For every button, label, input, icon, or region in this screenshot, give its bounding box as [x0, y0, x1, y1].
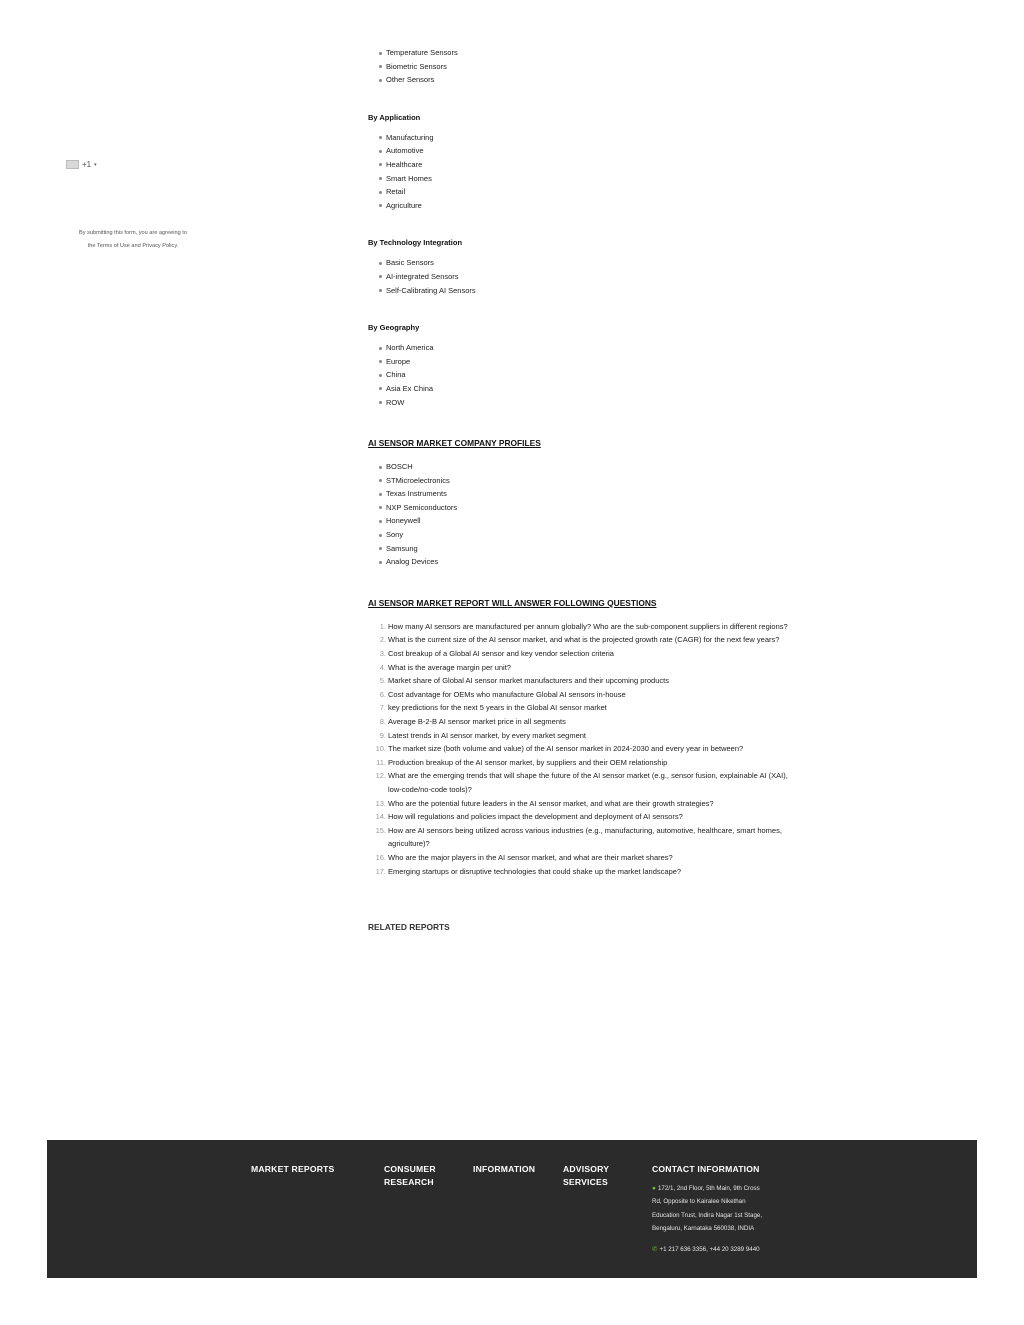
list-item: North America [386, 341, 788, 355]
question-number: 17. [375, 866, 386, 876]
list-item: BOSCH [386, 460, 788, 474]
question-number: 9. [379, 730, 386, 740]
list-item: Healthcare [386, 158, 788, 172]
geography-heading: By Geography [368, 323, 420, 333]
phone-country-selector[interactable] [66, 160, 97, 169]
address-line-1: 172/1, 2nd Floor, 5th Main, 9th Cross [657, 1185, 760, 1192]
footer-advisory-label-2: SERVICES [563, 1176, 608, 1187]
question-text: Who are the major players in the AI sensor market, and what are their market shares? [388, 852, 673, 862]
list-item [368, 715, 788, 729]
footer-phone-text: +1 217 636 3356, +44 20 3289 9440 [659, 1246, 760, 1253]
list-item: ROW [386, 396, 788, 410]
list-item [368, 674, 788, 688]
flag-icon [66, 160, 79, 169]
phone-country-code: +1 [82, 160, 92, 169]
footer-advisory-label-1: ADVISORY [563, 1164, 610, 1174]
list-item: China [386, 368, 788, 382]
question-text: What is the average margin per unit? [388, 662, 511, 672]
list-item [368, 620, 788, 634]
question-text: Emerging startups or disruptive technologies that could shake up the market landscape? [388, 866, 682, 876]
list-item [368, 865, 788, 879]
list-item: Retail [386, 185, 788, 199]
question-number: 13. [375, 798, 386, 808]
questions-heading: AI SENSOR MARKET REPORT WILL ANSWER FOLLOWING QUESTIONS [368, 597, 657, 608]
footer-consumer-label-1: CONSUMER [384, 1164, 436, 1174]
list-item [368, 729, 788, 743]
footer-contact-heading [652, 1163, 760, 1176]
geography-segment-list [368, 341, 788, 409]
question-number: 5. [379, 676, 386, 686]
form-consent-text [68, 227, 198, 253]
list-item: Temperature Sensors [386, 46, 788, 60]
question-number: 14. [375, 812, 386, 822]
question-number: 11. [376, 757, 386, 767]
site-footer [47, 1140, 977, 1278]
question-text: What are the emerging trends that will shape the future of the AI sensor market (e.g., sensor fusion, explainable AI (XAI), low-code/no-code tools)? [388, 771, 788, 794]
question-number: 8. [379, 717, 386, 726]
questions-list [368, 620, 788, 878]
list-item: Self-Calibrating AI Sensors [386, 284, 788, 298]
question-text: Average B-2-B AI sensor market price in all segments [388, 717, 566, 726]
footer-contact-label: CONTACT INFORMATION [652, 1164, 760, 1174]
question-text: The market size (both volume and value) of the AI sensor market in 2024-2030 and every year in between? [388, 744, 744, 754]
company-profiles-list [368, 460, 788, 569]
question-text: key predictions for the next 5 years in the Global AI sensor market [388, 703, 607, 713]
chevron-down-icon: ▾ [94, 161, 97, 168]
list-item: STMicroelectronics [386, 474, 788, 488]
list-item: Manufacturing [386, 131, 788, 145]
question-number: 4. [379, 662, 386, 672]
question-number: 1. [379, 621, 386, 631]
list-item: Europe [386, 355, 788, 369]
phone-icon: ✆ [652, 1246, 658, 1253]
address-line-3: Education Trust, Indira Nagar 1st Stage, [652, 1211, 763, 1219]
footer-market-reports[interactable] [251, 1163, 335, 1176]
location-pin-icon: ● [652, 1185, 656, 1192]
question-number: 6. [379, 689, 386, 699]
list-item [368, 742, 788, 756]
list-item [368, 824, 788, 851]
list-item [368, 633, 788, 647]
list-item [368, 810, 788, 824]
list-item [368, 661, 788, 675]
question-text: How many AI sensors are manufactured per annum globally? Who are the sub-component suppliers in different regions? [388, 621, 788, 631]
address-line-4: Bengaluru, Karnataka 560038, INDIA [652, 1225, 755, 1233]
question-text: Who are the potential future leaders in the AI sensor market, and what are their growth strategies? [388, 798, 714, 808]
list-item: Analog Devices [386, 555, 788, 569]
list-item [368, 769, 788, 796]
list-item: Samsung [386, 542, 788, 556]
list-item: Agriculture [386, 199, 788, 213]
question-text: Production breakup of the AI sensor market, by suppliers and their OEM relationship [388, 757, 668, 767]
list-item: Biometric Sensors [386, 60, 788, 74]
footer-consumer-label-2: RESEARCH [384, 1176, 434, 1187]
list-item [368, 647, 788, 661]
consent-line-2: the Terms of Use and Privacy Policy. [87, 243, 179, 249]
footer-market-reports-label: MARKET REPORTS [251, 1164, 335, 1174]
list-item: Smart Homes [386, 172, 788, 186]
consent-line-1: By submitting this form, you are agreeing to [79, 230, 187, 236]
list-item [368, 688, 788, 702]
company-profiles-heading: AI SENSOR MARKET COMPANY PROFILES [368, 438, 541, 449]
question-number: 16. [375, 852, 386, 862]
footer-address [652, 1182, 782, 1236]
application-heading: By Application [368, 112, 421, 122]
question-text: Latest trends in AI sensor market, by every market segment [388, 730, 587, 740]
question-number: 12. [375, 771, 386, 781]
list-item: Basic Sensors [386, 256, 788, 270]
list-item [368, 756, 788, 770]
list-item: Other Sensors [386, 73, 788, 87]
list-item: Asia Ex China [386, 382, 788, 396]
question-number: 15. [375, 825, 386, 835]
list-item [368, 851, 788, 865]
list-item [368, 701, 788, 715]
type-segment-list [368, 46, 788, 87]
question-text: How are AI sensors being utilized across various industries (e.g., manufacturing, automotive, healthcare, smart homes, agriculture)? [388, 825, 782, 849]
question-number: 7. [379, 703, 386, 713]
application-segment-list [368, 131, 788, 213]
question-text: What is the current size of the AI sensor market, and what is the projected growth rate (CAGR) for the next few years? [388, 635, 780, 645]
question-number: 2. [379, 635, 386, 645]
question-text: Cost advantage for OEMs who manufacture Global AI sensors in-house [388, 689, 626, 699]
question-number: 3. [379, 649, 386, 659]
technology-heading: By Technology Integration [368, 238, 463, 248]
question-number: 10. [375, 744, 386, 754]
list-item: AI-integrated Sensors [386, 270, 788, 284]
list-item: Honeywell [386, 514, 788, 528]
question-text: Cost breakup of a Global AI sensor and key vendor selection criteria [388, 649, 614, 659]
footer-information[interactable] [473, 1163, 535, 1176]
technology-segment-list [368, 256, 788, 297]
list-item [368, 797, 788, 811]
address-line-2: Rd, Opposite to Kairalee Nikethan [652, 1198, 746, 1206]
related-reports-heading: RELATED REPORTS [368, 922, 450, 933]
footer-phone[interactable] [652, 1243, 782, 1256]
report-content [368, 46, 788, 932]
question-text: How will regulations and policies impact the development and deployment of AI sensors? [388, 812, 683, 822]
footer-consumer-research[interactable] [384, 1163, 436, 1188]
list-item: Sony [386, 528, 788, 542]
list-item: Automotive [386, 144, 788, 158]
list-item: Texas Instruments [386, 487, 788, 501]
list-item: NXP Semiconductors [386, 501, 788, 515]
footer-information-label: INFORMATION [473, 1164, 536, 1174]
question-text: Market share of Global AI sensor market manufacturers and their upcoming products [388, 676, 669, 686]
footer-advisory-services[interactable] [563, 1163, 609, 1188]
